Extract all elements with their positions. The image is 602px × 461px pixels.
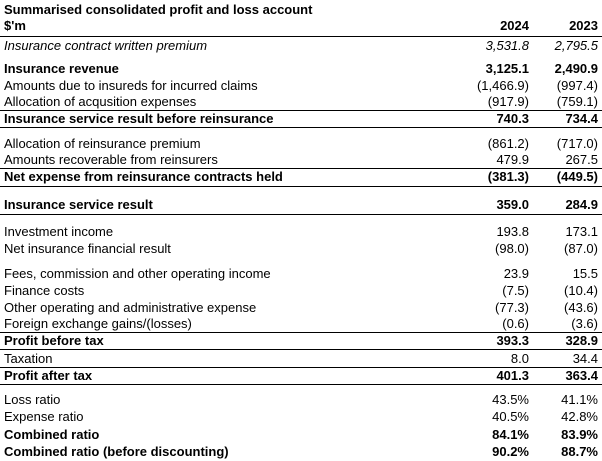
value-2024: 193.8 [496,224,529,239]
table-row [0,197,602,213]
table-row [0,409,602,425]
value-2024: 740.3 [496,111,529,126]
row-label: Allocation of reinsurance premium [4,136,201,151]
value-2023: 83.9% [561,427,598,442]
value-2023: 88.7% [561,444,598,459]
year-2024-header: 2024 [500,18,529,33]
table-row [0,266,602,282]
row-rule [0,127,602,128]
row-label: Loss ratio [4,392,61,407]
value-2024: (98.0) [495,241,529,256]
value-2023: (997.4) [556,78,598,93]
value-2023: (717.0) [556,136,598,151]
value-2024: (0.6) [502,316,529,331]
row-rule [0,186,602,187]
value-2024: (7.5) [502,283,529,298]
year-2023-header: 2023 [569,18,598,33]
value-2024: (1,466.9) [476,78,529,93]
table-row [0,351,602,367]
table-title: Summarised consolidated profit and loss account [4,2,313,17]
value-2024: 84.1% [492,427,529,442]
row-label: Combined ratio (before discounting) [4,444,229,459]
value-2024: 401.3 [496,368,529,383]
row-label: Finance costs [4,283,85,298]
value-2024: 3,531.8 [485,38,529,53]
table-row [0,333,602,349]
table-row [0,61,602,77]
row-label: Profit after tax [4,368,93,383]
value-2023: 734.4 [565,111,598,126]
value-2023: 15.5 [572,266,598,281]
table-row [0,152,602,168]
value-2024: 23.9 [503,266,529,281]
value-2024: 43.5% [492,392,529,407]
row-rule [0,384,602,385]
row-label: Amounts recoverable from reinsurers [4,152,218,167]
row-rule [0,214,602,215]
row-label: Profit before tax [4,333,104,348]
row-label: Insurance contract written premium [4,38,208,53]
table-row [0,444,602,460]
row-label: Investment income [4,224,114,239]
table-row [0,316,602,332]
table-row [0,392,602,408]
header-row [0,18,602,34]
header-rule [0,36,602,37]
table-row [0,169,602,185]
row-label: Expense ratio [4,409,84,424]
row-label: Amounts due to insureds for incurred claims [4,78,258,93]
row-label: Net expense from reinsurance contracts held [4,169,283,184]
value-2024: 90.2% [492,444,529,459]
row-label: Insurance service result [4,197,153,212]
value-2024: 40.5% [492,409,529,424]
value-2023: 284.9 [565,197,598,212]
table-row [0,283,602,299]
table-row [0,224,602,240]
value-2024: (917.9) [487,94,529,109]
unit-label: $'m [4,18,26,33]
row-label: Other operating and administrative expense [4,300,257,315]
table-row [0,111,602,127]
row-label: Foreign exchange gains/(losses) [4,316,192,331]
row-label: Net insurance financial result [4,241,171,256]
table-row [0,241,602,257]
value-2024: 8.0 [510,351,529,366]
table-row [0,38,602,54]
row-label: Fees, commission and other operating income [4,266,271,281]
value-2023: 2,490.9 [554,61,598,76]
value-2023: (10.4) [564,283,598,298]
row-rule [0,349,602,350]
value-2023: 328.9 [565,333,598,348]
value-2024: 393.3 [496,333,529,348]
table-row [0,368,602,384]
row-label: Allocation of acqusition expenses [4,94,197,109]
value-2024: 359.0 [496,197,529,212]
value-2024: (861.2) [487,136,529,151]
value-2023: (449.5) [556,169,598,184]
value-2023: 34.4 [572,351,598,366]
value-2023: 363.4 [565,368,598,383]
row-label: Insurance revenue [4,61,119,76]
value-2024: 3,125.1 [485,61,529,76]
value-2023: 267.5 [565,152,598,167]
table-row [0,78,602,94]
value-2023: 2,795.5 [554,38,598,53]
table-row [0,427,602,443]
value-2023: 42.8% [561,409,598,424]
row-label: Taxation [4,351,53,366]
row-label: Combined ratio [4,427,100,442]
value-2024: (381.3) [487,169,529,184]
value-2024: (77.3) [495,300,529,315]
table-row [0,136,602,152]
value-2023: (3.6) [571,316,598,331]
value-2024: 479.9 [496,152,529,167]
value-2023: 41.1% [561,392,598,407]
value-2023: (87.0) [564,241,598,256]
table-row [0,300,602,316]
value-2023: (43.6) [564,300,598,315]
table-row [0,94,602,110]
row-label: Insurance service result before reinsurance [4,111,274,126]
value-2023: 173.1 [565,224,598,239]
value-2023: (759.1) [556,94,598,109]
